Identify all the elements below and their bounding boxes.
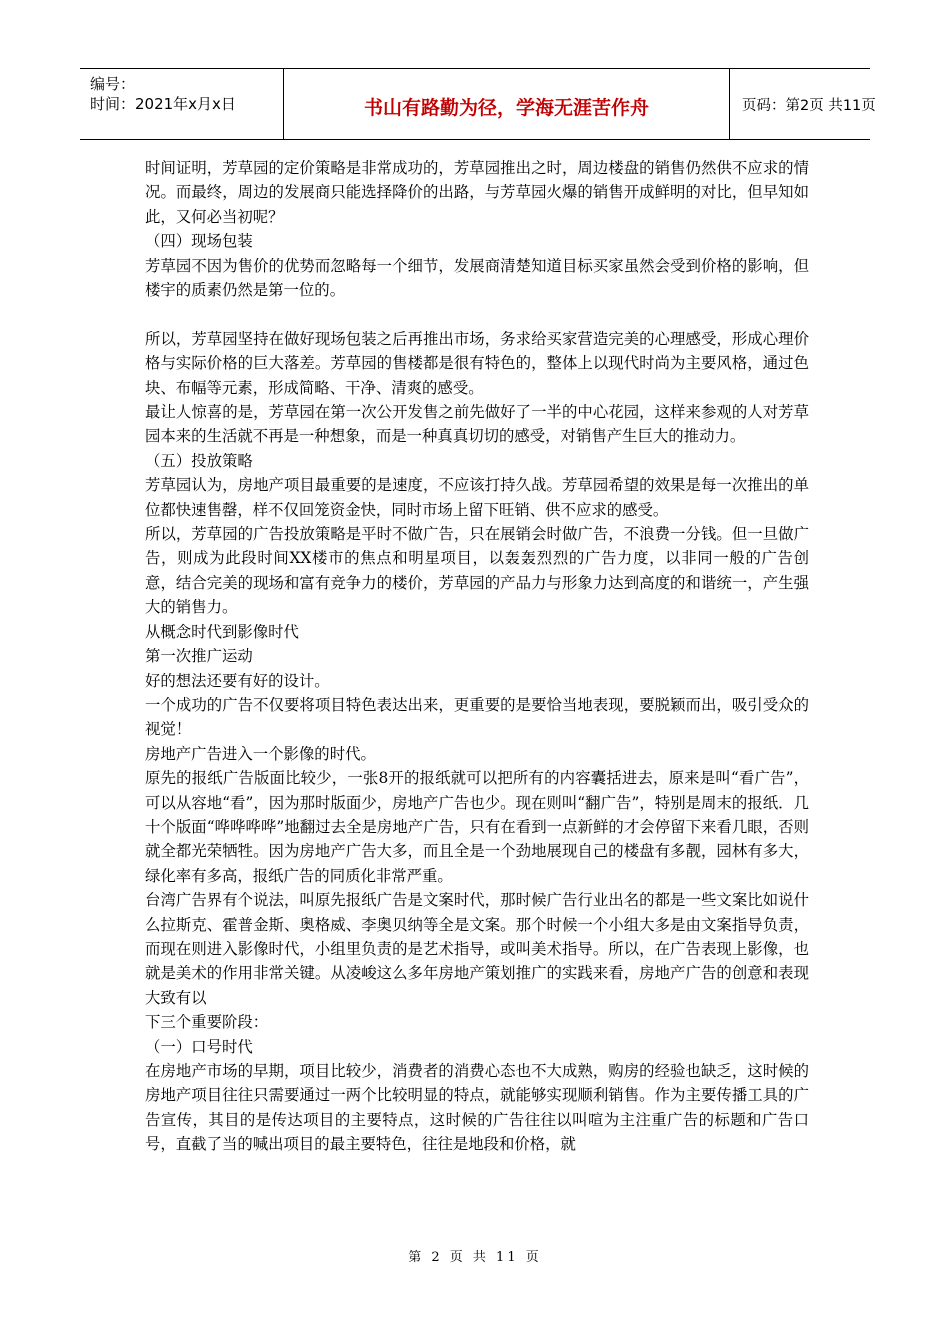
section-heading: 第一次推广运动 [145, 647, 253, 666]
paragraph: 所以，芳草园的广告投放策略是平时不做广告，只在展销会时做广告，不浪费一分钱。但一旦做广告，则成为此段时间XX楼市的焦点和明星项目，以轰轰烈烈的广告力度，以非同一般的广告创意，结合完美的现场和富有竞争力的楼价，芳草园的产品力与形象力达到高度的和谐统一，产生强大的销售力。 [145, 525, 809, 617]
paragraph: 原先的报纸广告版面比较少，一张8开的报纸就可以把所有的内容囊括进去，原来是叫“看广告”，可以从容地“看”，因为那时版面少，房地产广告也少。现在则叫“翻广告”，特别是周末的报纸．几十个版面“哗哗哗哗”地翻过去全是房地产广告，只有在看到一点新鲜的才会停留下来看几眼，否则就全都光荣牺牲。因为房地产广告大多，而且全是一个劲地展现自己的楼盘有多靓，园林有多大，绿化率有多高，报纸广告的同质化非常严重。 [145, 769, 809, 885]
section-heading: （一）口号时代 [145, 1037, 253, 1056]
header-page-cell [730, 69, 876, 139]
paragraph: 一个成功的广告不仅要将项目特色表达出来，更重要的是要恰当地表现，要脱颖而出，吸引受众的视觉！ [145, 695, 809, 739]
document-body [145, 156, 809, 1157]
paragraph: 房地产广告进入一个影像的时代。 [145, 744, 376, 763]
document-date-label: 时间：2021年x月x日 [90, 95, 236, 113]
section-heading: （四）现场包装 [145, 232, 253, 251]
paragraph: 下三个重要阶段： [145, 1013, 269, 1032]
blank-line [145, 302, 809, 326]
paragraph: 芳草园认为，房地产项目最重要的是速度，不应该打持久战。芳草园希望的效果是每一次推出的单位都快速售罄，样不仅回笼资金快，同时市场上留下旺销、供不应求的感受。 [145, 476, 809, 519]
header-page-info: 页码：第2页 共11页 [742, 98, 876, 114]
paragraph: 在房地产市场的早期，项目比较少，消费者的消费心态也不大成熟，购房的经验也缺乏，这时候的房地产项目往往只需要通过一两个比较明显的特点，就能够实现顺利销售。作为主要传播工具的广告宣传，其目的是传达项目的主要特点，这时候的广告往往以叫喧为主注重广告的标题和广告口号，直截了当的喊出项目的最主要特色，往往是地段和价格，就 [145, 1062, 809, 1154]
document-code-label: 编号： [90, 75, 136, 93]
page-footer: 第 2 页 共 11 页 [408, 1250, 542, 1265]
paragraph: 所以，芳草园坚持在做好现场包装之后再推出市场，务求给买家营造完美的心理感受，形成心理价格与实际价格的巨大落差。芳草园的售楼都是很有特色的，整体上以现代时尚为主要风格，通过色块、布幅等元素，形成简略、干净、清爽的感受。 [145, 329, 809, 397]
section-heading: （五）投放策略 [145, 451, 253, 470]
paragraph: 时间证明，芳草园的定价策略是非常成功的，芳草园推出之时，周边楼盘的销售仍然供不应求的情况。而最终，周边的发展商只能选择降价的出路，与芳草园火爆的销售开成鲜明的对比，但早知如此，又何必当初呢？ [145, 159, 809, 226]
section-heading: 从概念时代到影像时代 [145, 622, 299, 641]
paragraph: 芳草园不因为售价的优势而忽略每一个细节，发展商清楚知道目标买家虽然会受到价格的影响，但楼宇的质素仍然是第一位的。 [145, 256, 809, 300]
header-motto-cell [284, 69, 730, 139]
page-header [80, 68, 876, 140]
paragraph: 好的想法还要有好的设计。 [145, 671, 330, 690]
paragraph: 最让人惊喜的是，芳草园在第一次公开发售之前先做好了一半的中心花园，这样来参观的人对芳草园本来的生活就不再是一种想象，而是一种真真切切的感受，对销售产生巨大的推动力。 [145, 403, 809, 446]
paragraph: 台湾广告界有个说法，叫原先报纸广告是文案时代，那时候广告行业出名的都是一些文案比如说什么拉斯克、霍普金斯、奥格威、李奥贝纳等全是文案。那个时候一个小组大多是由文案指导负责，而现在则进入影像时代，小组里负责的是艺术指导，或叫美术指导。所以，在广告表现上影像，也就是美术的作用非常关键。从凌峻这么多年房地产策划推广的实践来看，房地产广告的创意和表现大致有以 [145, 891, 809, 1007]
header-meta-cell [80, 69, 284, 139]
header-motto: 书山有路勤为径，学海无涯苦作舟 [363, 97, 649, 119]
